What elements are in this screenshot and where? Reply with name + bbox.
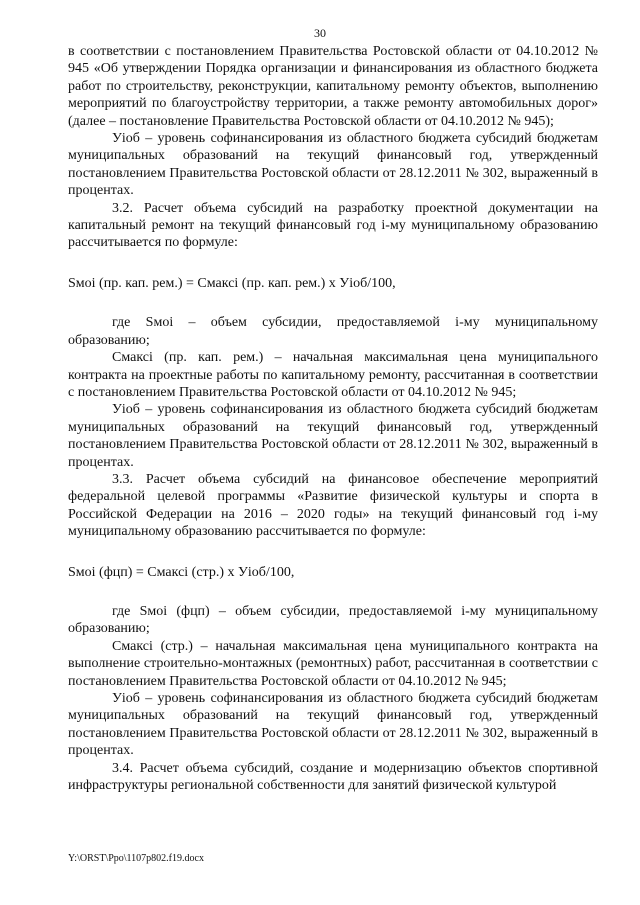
paragraph-section-3-3: 3.3. Расчет объема субсидий на финансовое обеспечение мероприятий федеральной целевой программы «Развитие физической культуры и спорта в Российской Федерации на 2016 – 2020 годы» на текущий финансовый год i-му муниципальному образованию рассчитывается по формуле: xyxy=(68,471,598,540)
document-body xyxy=(68,43,598,794)
paragraph-definition-smaksi-str: Смаксi (стр.) – начальная максимальная цена муниципального контракта на выполнение строительно-монтажных (ремонтных) работ, рассчитанная в соответствии с постановлением Правительства Ростовской области от 04.10.2012 № 945; xyxy=(68,638,598,689)
paragraph-definition-yiob: Уiоб – уровень софинансирования из областного бюджета субсидий бюджетам муниципальных образований на текущий финансовый год, утвержденный постановлением Правительства Ростовской области от 28.12.2011 № 302, выраженный в процентах. xyxy=(68,131,598,199)
paragraph-section-3-2: 3.2. Расчет объема субсидий на разработку проектной документации на капитальный ремонт на текущий финансовый год i-му муниципальному образованию рассчитывается по формуле: xyxy=(68,200,598,251)
footer-file-path: Y:\ORST\Ppo\1107p802.f19.docx xyxy=(68,853,204,864)
paragraph-definition-smoi: где Sмоi – объем субсидии, предоставляемой i-му муниципальному образованию; xyxy=(68,315,598,348)
page-number: 30 xyxy=(314,26,326,40)
paragraph-continuation: в соответствии с постановлением Правительства Ростовской области от 04.10.2012 № 945 «Об утверждении Порядка организации и финансирования из областного бюджета работ по строительству, реконструкции, капитальному ремонту объектов, выполнению мероприятий по благоустройству территории, а также ремонту автомобильных дорог» (далее – постановление Правительства Ростовской области от 04.10.2012 № 945); xyxy=(68,44,598,129)
paragraph-section-3-4: 3.4. Расчет объема субсидий, создание и модернизацию объектов спортивной инфраструктуры региональной собственности для занятий физической культурой xyxy=(68,760,598,794)
formula-capital-repair: Sмоi (пр. кап. рем.) = Смаксi (пр. кап. рем.) х Уiоб/100, xyxy=(68,275,396,291)
paragraph-definition-smaksi: Смаксi (пр. кап. рем.) – начальная максимальная цена муниципального контракта на проектные работы по капитальному ремонту, рассчитанная в соответствии с постановлением Правительства Ростовской области от 04.10.2012 № 945; xyxy=(68,350,598,400)
formula-fcp: Sмоi (фцп) = Смаксi (стр.) х Уiоб/100, xyxy=(68,564,295,580)
paragraph-definition-yiob: Уiоб – уровень софинансирования из областного бюджета субсидий бюджетам муниципальных образований на текущий финансовый год, утвержденный постановлением Правительства Ростовской области от 28.12.2011 № 302, выраженный в процентах. xyxy=(68,691,598,759)
paragraph-definition-yiob: Уiоб – уровень софинансирования из областного бюджета субсидий бюджетам муниципальных образований на текущий финансовый год, утвержденный постановлением Правительства Ростовской области от 28.12.2011 № 302, выраженный в процентах. xyxy=(68,402,598,470)
paragraph-definition-smoi-fcp: где Sмоi (фцп) – объем субсидии, предоставляемой i-му муниципальному образованию; xyxy=(68,603,598,637)
